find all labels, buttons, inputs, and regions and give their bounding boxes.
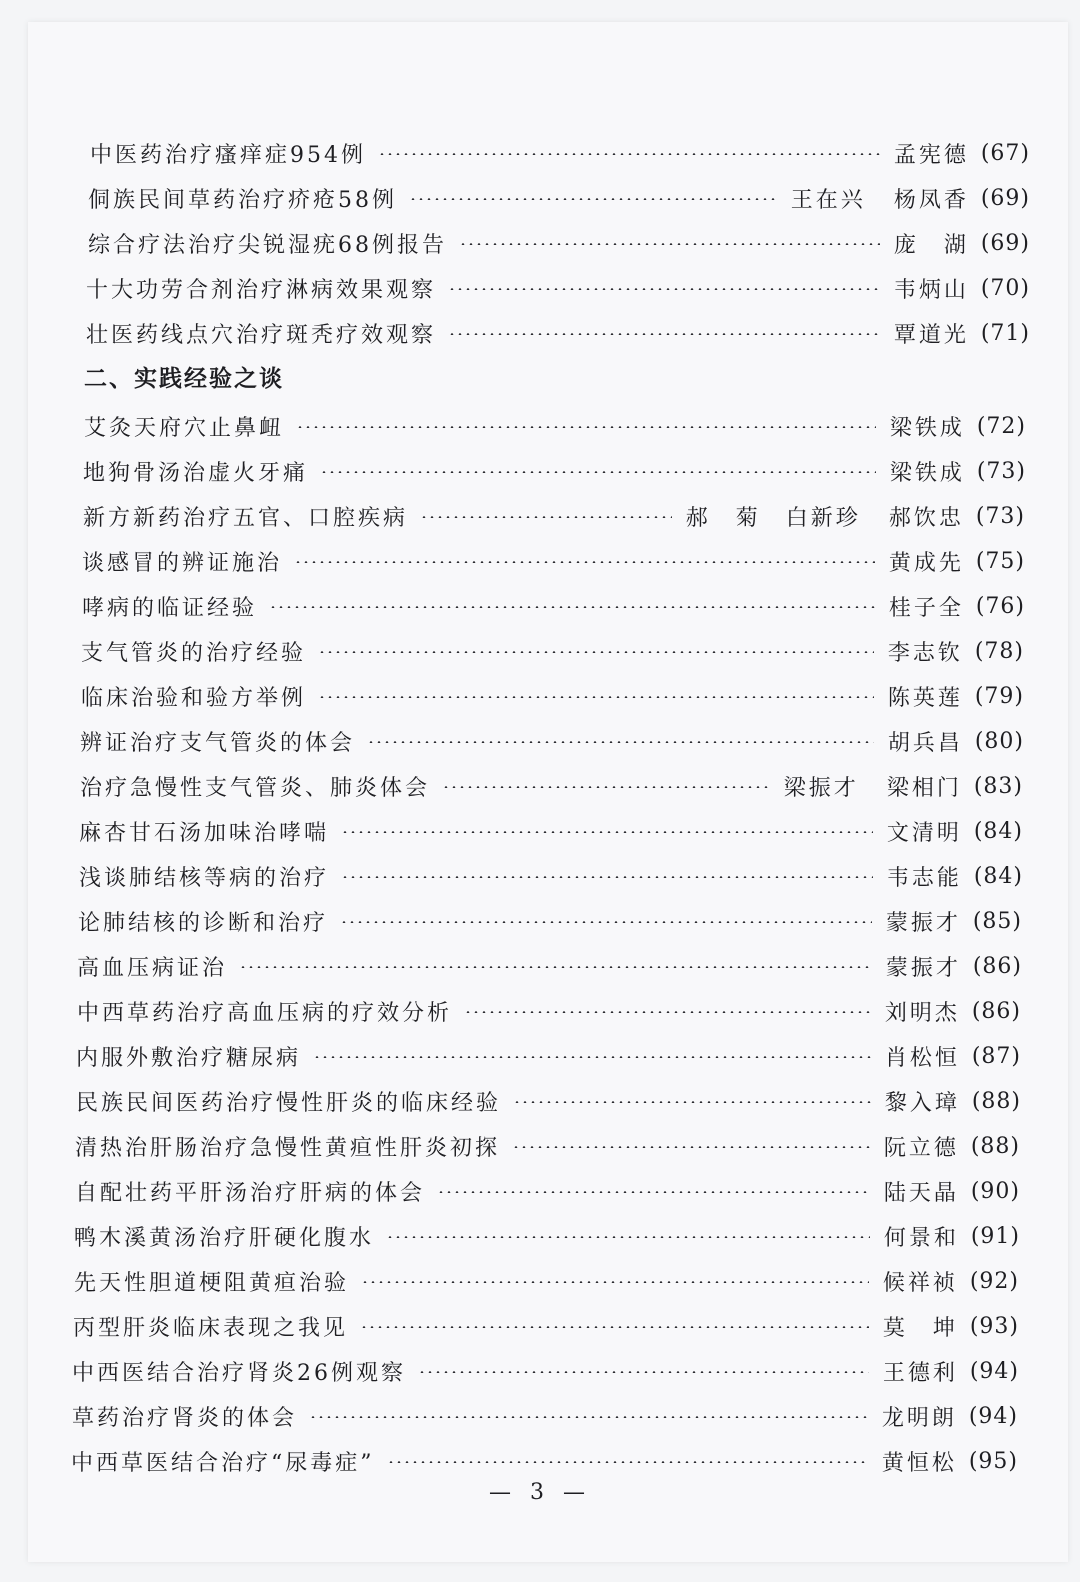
dot-leader [360, 1326, 869, 1328]
entry-author: 刘明杰 [884, 1000, 960, 1026]
entry-title: 草药治疗肾炎的体会 [72, 1405, 298, 1431]
entry-title: 中医药治疗瘙痒症954例 [90, 142, 366, 168]
toc-entry [72, 1351, 1019, 1391]
entry-author: 阮立德 [883, 1135, 959, 1161]
entry-page-number: (69) [980, 185, 1030, 211]
entry-title: 民族民间医药治疗慢性肝炎的临床经验 [76, 1090, 502, 1116]
dot-leader [318, 651, 874, 653]
toc-entry [81, 631, 1024, 671]
entry-page-number: (86) [972, 953, 1022, 979]
toc-entry [90, 133, 1030, 173]
entry-coauthor: 梁振才 [783, 775, 859, 801]
toc-entry [83, 496, 1025, 536]
entry-author: 庞 湖 [893, 232, 969, 258]
toc-entry [72, 1396, 1018, 1436]
dot-leader [341, 831, 873, 833]
entry-author: 何景和 [883, 1225, 959, 1251]
entry-author: 梁铁成 [889, 415, 965, 441]
entry-title: 艾灸天府穴止鼻衄 [84, 415, 285, 441]
toc-entry [83, 451, 1026, 491]
entry-title: 麻杏甘石汤加味治哮喘 [79, 820, 330, 846]
dot-leader [309, 1416, 868, 1418]
entry-title: 谈感冒的辨证施治 [82, 550, 283, 576]
entry-page-number: (90) [970, 1178, 1020, 1204]
entry-title: 临床治验和验方举例 [81, 685, 307, 711]
entry-author: 梁铁成 [889, 460, 965, 486]
entry-author: 李志钦 [887, 640, 963, 666]
entry-page-number: (79) [974, 683, 1024, 709]
dot-leader [387, 1461, 868, 1463]
dot-leader [378, 153, 880, 155]
dot-leader [239, 966, 872, 968]
dot-leader [320, 471, 876, 473]
entry-author: 孟宪德 [893, 142, 969, 168]
dot-leader [318, 696, 874, 698]
dot-leader [367, 741, 874, 743]
dot-leader [420, 516, 672, 518]
dot-leader [269, 606, 875, 608]
toc-entry [74, 1216, 1020, 1256]
toc-entry [76, 1081, 1021, 1121]
entry-author: 龙明朗 [881, 1405, 957, 1431]
toc-entry [88, 178, 1030, 218]
dot-leader [313, 1056, 871, 1058]
entry-page-number: (73) [975, 503, 1025, 529]
entry-page-number: (87) [971, 1043, 1021, 1069]
toc-entry [80, 721, 1024, 761]
entry-page-number: (83) [973, 773, 1023, 799]
entry-author: 黄成先 [888, 550, 964, 576]
entry-author: 蒙振才 [885, 910, 961, 936]
toc-entry [79, 811, 1023, 851]
toc-entry [75, 1126, 1020, 1166]
dot-leader [513, 1101, 871, 1103]
toc-entry [73, 1306, 1019, 1346]
entry-page-number: (73) [976, 458, 1026, 484]
toc-entry [74, 1261, 1019, 1301]
entry-title: 先天性胆道梗阻黄疸治验 [74, 1270, 350, 1296]
entry-author: 胡兵昌 [887, 730, 963, 756]
entry-title: 论肺结核的诊断和治疗 [78, 910, 329, 936]
dot-leader [442, 786, 770, 788]
dot-leader [294, 561, 875, 563]
toc-entry [86, 313, 1030, 353]
entry-page-number: (69) [980, 230, 1030, 256]
entry-author: 杨凤香 [893, 187, 969, 213]
dot-leader [448, 333, 880, 335]
entry-title: 地狗骨汤治虚火牙痛 [83, 460, 309, 486]
dot-leader [296, 426, 876, 428]
entry-page-number: (85) [972, 908, 1022, 934]
entry-author: 肖松恒 [884, 1045, 960, 1071]
dot-leader [341, 876, 873, 878]
entry-title: 鸭木溪黄汤治疗肝硬化腹水 [74, 1225, 375, 1251]
toc-entry [79, 856, 1023, 896]
entry-page-number: (70) [980, 275, 1030, 301]
entry-page-number: (84) [973, 818, 1023, 844]
entry-author: 王德利 [882, 1360, 958, 1386]
entry-page-number: (72) [976, 413, 1026, 439]
entry-author: 郝饮忠 [888, 505, 964, 531]
entry-page-number: (80) [974, 728, 1024, 754]
toc-entry [88, 223, 1030, 263]
entry-title: 中西草药治疗高血压病的疗效分析 [77, 1000, 453, 1026]
toc-entry [81, 676, 1024, 716]
entry-author: 文清明 [886, 820, 962, 846]
toc-entry [82, 586, 1025, 626]
entry-page-number: (84) [973, 863, 1023, 889]
entry-author: 陈英莲 [887, 685, 963, 711]
dot-leader [512, 1146, 870, 1148]
entry-author: 蒙振才 [885, 955, 961, 981]
entry-title: 侗族民间草药治疗疥疮58例 [88, 187, 397, 213]
entry-page-number: (93) [969, 1313, 1019, 1339]
entry-title: 高血压病证治 [77, 955, 228, 981]
toc-entry [76, 1036, 1021, 1076]
toc-entry [80, 766, 1023, 806]
entry-author: 桂子全 [888, 595, 964, 621]
entry-page-number: (88) [971, 1088, 1021, 1114]
dot-leader [386, 1236, 870, 1238]
toc-entry [71, 1441, 1018, 1481]
entry-page-number: (67) [980, 140, 1030, 166]
entry-title: 浅谈肺结核等病的治疗 [79, 865, 330, 891]
entry-title: 中西医结合治疗肾炎26例观察 [72, 1360, 406, 1386]
entry-page-number: (95) [968, 1448, 1018, 1474]
entry-title: 治疗急慢性支气管炎、肺炎体会 [80, 775, 431, 801]
entry-coauthor: 郝 菊 白新珍 [685, 505, 861, 531]
entry-author: 韦炳山 [893, 277, 969, 303]
entry-coauthor: 王在兴 [790, 187, 866, 213]
toc-entry [78, 901, 1022, 941]
entry-title: 哮病的临证经验 [82, 595, 258, 621]
entry-author: 覃道光 [893, 322, 969, 348]
section-heading: 二、实践经验之谈 [84, 366, 284, 392]
toc-entry [82, 541, 1025, 581]
dot-leader [437, 1191, 870, 1193]
entry-page-number: (71) [980, 320, 1030, 346]
entry-title: 清热治肝肠治疗急慢性黄疸性肝炎初探 [75, 1135, 501, 1161]
dot-leader [409, 198, 777, 200]
entry-page-number: (86) [971, 998, 1021, 1024]
toc-entry [84, 406, 1026, 446]
entry-title: 辨证治疗支气管炎的体会 [80, 730, 356, 756]
entry-title: 自配壮药平肝汤治疗肝病的体会 [75, 1180, 426, 1206]
entry-title: 壮医药线点穴治疗斑秃疗效观察 [86, 322, 437, 348]
dot-leader [448, 288, 880, 290]
toc-entry [77, 946, 1022, 986]
entry-page-number: (92) [969, 1268, 1019, 1294]
entry-page-number: (91) [970, 1223, 1020, 1249]
entry-page-number: (94) [969, 1358, 1019, 1384]
entry-title: 丙型肝炎临床表现之我见 [73, 1315, 349, 1341]
entry-title: 内服外敷治疗糖尿病 [76, 1045, 302, 1071]
dot-leader [418, 1371, 869, 1373]
toc-entry [75, 1171, 1020, 1211]
entry-author: 韦志能 [886, 865, 962, 891]
entry-author: 梁相门 [886, 775, 962, 801]
entry-page-number: (75) [975, 548, 1025, 574]
dot-leader [361, 1281, 869, 1283]
entry-title: 综合疗法治疗尖锐湿疣68例报告 [88, 232, 447, 258]
entry-page-number: (88) [970, 1133, 1020, 1159]
entry-title: 十大功劳合剂治疗淋病效果观察 [86, 277, 437, 303]
entry-author: 黎入璋 [884, 1090, 960, 1116]
entry-page-number: (94) [968, 1403, 1018, 1429]
entry-title: 中西草医结合治疗“尿毒症” [71, 1450, 375, 1476]
page-number-footer: — 3 — [489, 1480, 591, 1505]
dot-leader [464, 1011, 871, 1013]
toc-entry [86, 268, 1030, 308]
toc-entry [77, 991, 1021, 1031]
entry-author: 候祥祯 [882, 1270, 958, 1296]
entry-author: 陆天晶 [883, 1180, 959, 1206]
entry-title: 支气管炎的治疗经验 [81, 640, 307, 666]
dot-leader [459, 243, 880, 245]
dot-leader [340, 921, 872, 923]
entry-title: 新方新药治疗五官、口腔疾病 [83, 505, 409, 531]
entry-author: 黄恒松 [881, 1450, 957, 1476]
entry-page-number: (76) [975, 593, 1025, 619]
entry-page-number: (78) [974, 638, 1024, 664]
entry-author: 莫 坤 [882, 1315, 958, 1341]
